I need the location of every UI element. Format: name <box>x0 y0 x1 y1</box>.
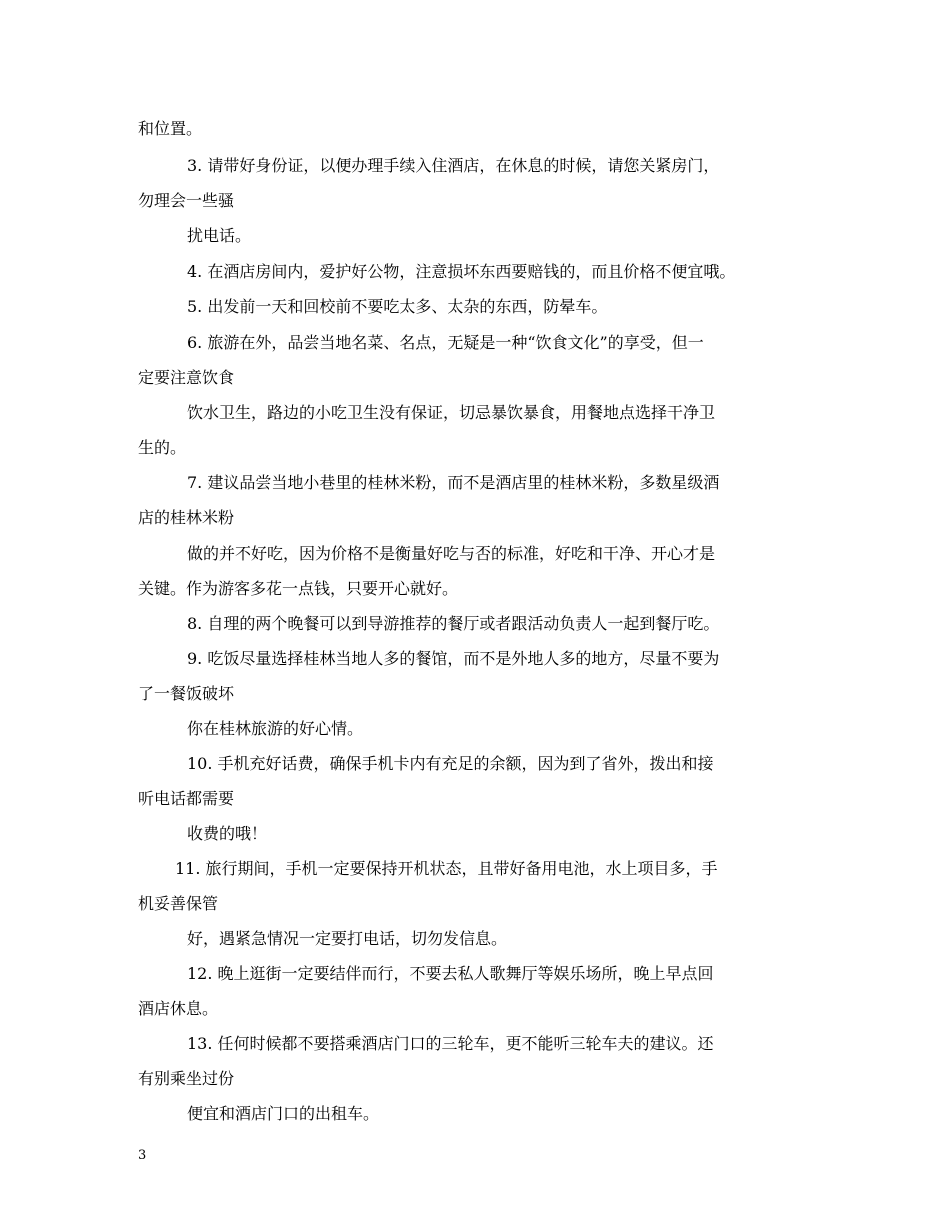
text-line: 便宜和酒店门口的出租车。 <box>187 1104 380 1123</box>
text-line: 7. 建议品尝当地小巷里的桂林米粉，而不是酒店里的桂林米粉，多数星级酒 <box>187 473 720 492</box>
text-line: 好，遇紧急情况一定要打电话，切勿发信息。 <box>187 929 508 948</box>
text-line: 和位置。 <box>138 119 203 138</box>
page-number: 3 <box>138 1148 147 1163</box>
text-line: 11. 旅行期间，手机一定要保持开机状态，且带好备用电池，水上项目多，手 <box>175 859 718 878</box>
text-line: 5. 出发前一天和回校前不要吃太多、太杂的东西，防晕车。 <box>187 297 608 316</box>
text-line: 13. 任何时候都不要搭乘酒店门口的三轮车，更不能听三轮车夫的建议。还 <box>187 1034 714 1053</box>
text-line: 关键。作为游客多花一点钱，只要开心就好。 <box>138 579 459 598</box>
text-line: 10. 手机充好话费，确保手机卡内有充足的余额，因为到了省外，拨出和接 <box>187 754 714 773</box>
text-line: 8. 自理的两个晚餐可以到导游推荐的餐厅或者跟活动负责人一起到餐厅吃。 <box>187 614 720 633</box>
text-line: 收费的哦！ <box>187 824 268 843</box>
text-line: 9. 吃饭尽量选择桂林当地人多的餐馆，而不是外地人多的地方，尽量不要为 <box>187 649 720 668</box>
text-line: 生的。 <box>138 438 187 457</box>
text-line: 12. 晚上逛街一定要结伴而行，不要去私人歌舞厅等娱乐场所，晚上早点回 <box>187 964 714 983</box>
text-line: 有别乘坐过份 <box>138 1069 235 1088</box>
text-line: 了一餐饭破坏 <box>138 684 235 703</box>
text-line: 6. 旅游在外，品尝当地名菜、名点，无疑是一种“饮食文化”的享受，但一 <box>187 333 704 352</box>
text-line: 机妥善保管 <box>138 894 219 913</box>
text-line: 你在桂林旅游的好心情。 <box>187 719 364 738</box>
text-line: 店的桂林米粉 <box>138 508 235 527</box>
text-line: 3. 请带好身份证，以便办理手续入住酒店，在休息的时候，请您关紧房门， <box>187 156 720 175</box>
text-line: 定要注意饮食 <box>138 368 235 387</box>
text-line: 勿理会一些骚 <box>138 191 235 210</box>
text-line: 4. 在酒店房间内，爱护好公物，注意损坏东西要赔钱的，而且价格不便宜哦。 <box>187 262 736 281</box>
text-line: 做的并不好吃，因为价格不是衡量好吃与否的标准，好吃和干净、开心才是 <box>187 544 716 563</box>
text-line: 听电话都需要 <box>138 789 235 808</box>
text-line: 酒店休息。 <box>138 999 219 1018</box>
text-line: 扰电话。 <box>187 226 252 245</box>
text-line: 饮水卫生，路边的小吃卫生没有保证，切忌暴饮暴食，用餐地点选择干净卫 <box>187 403 716 422</box>
